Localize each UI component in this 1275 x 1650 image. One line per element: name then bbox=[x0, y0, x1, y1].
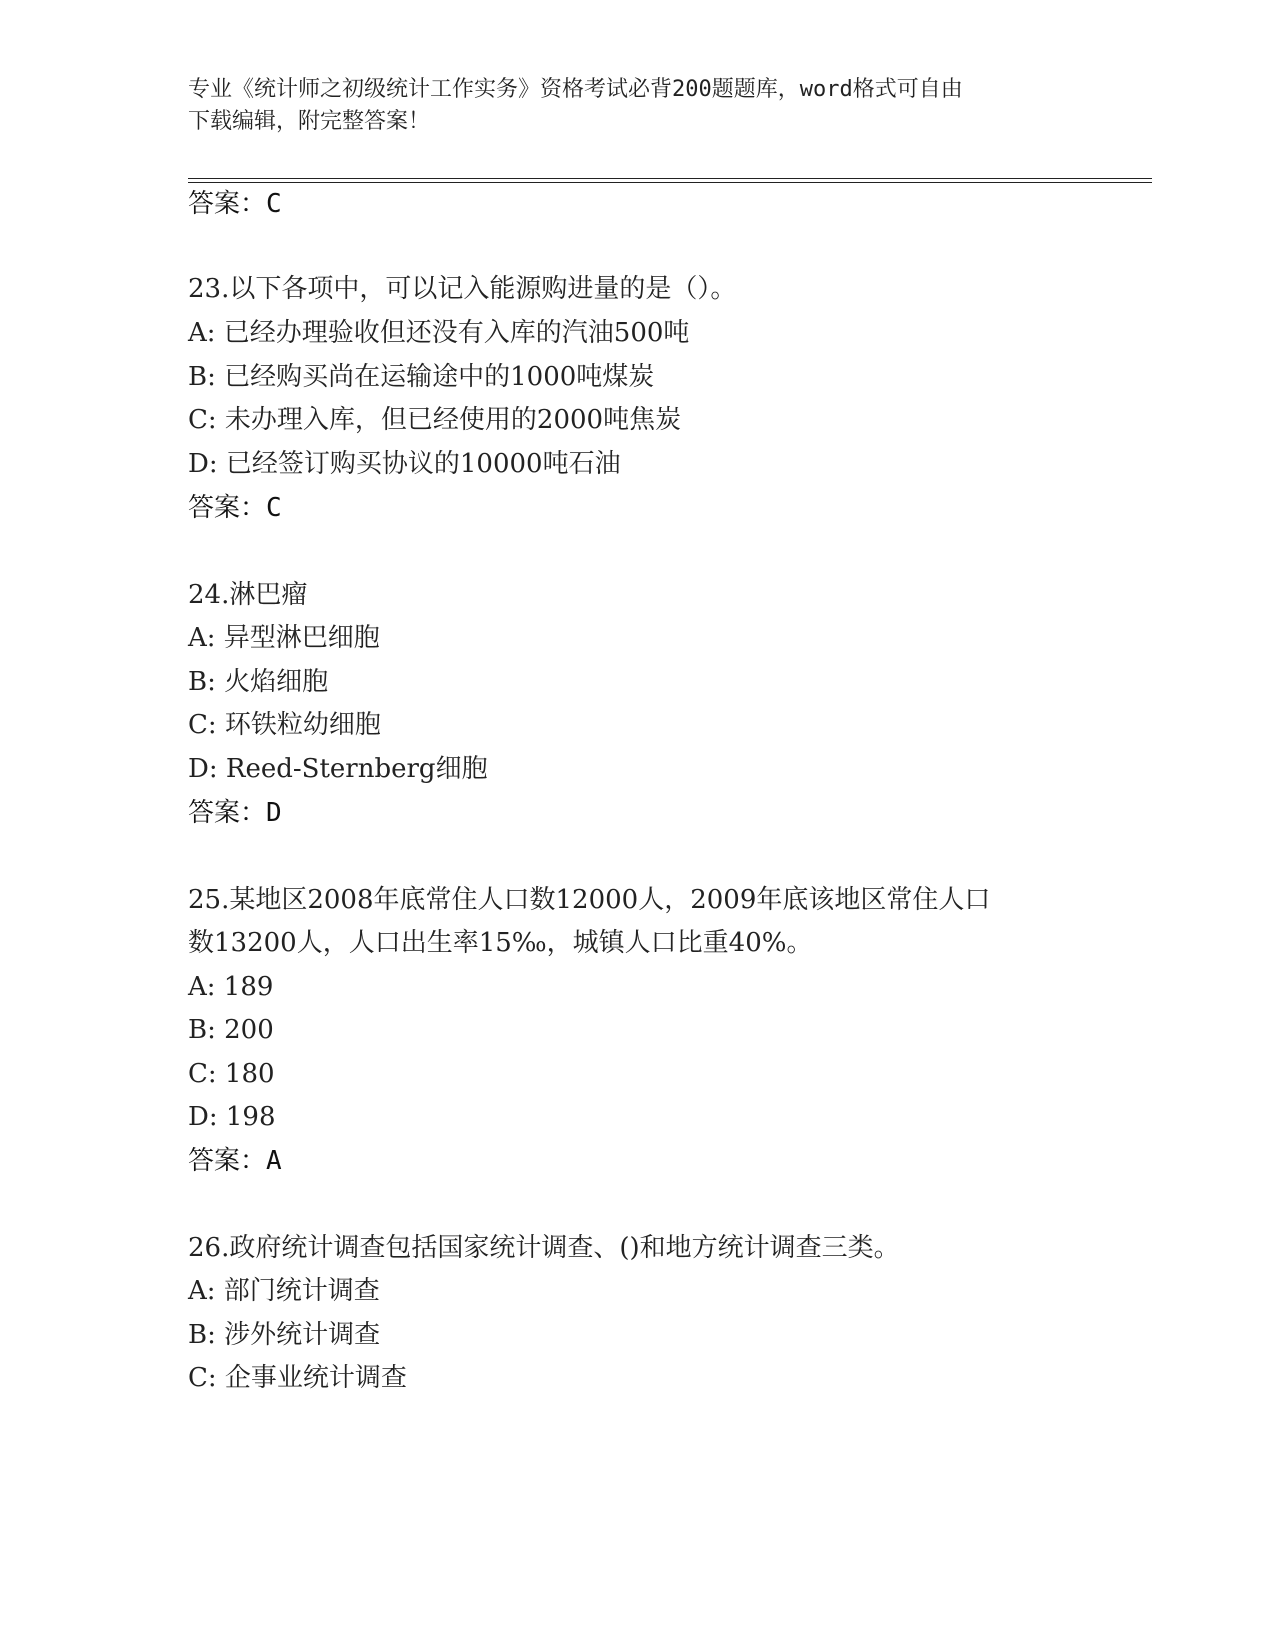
document-header bbox=[188, 74, 1068, 138]
answer-line: 答案：C bbox=[188, 189, 282, 219]
question-23-option-a: A: 已经办理验收但还没有入库的汽油500吨 bbox=[188, 318, 690, 348]
question-25-stem-line-2: 数13200人，人口出生率15‰，城镇人口比重40%。 bbox=[188, 928, 813, 958]
question-23-option-c: C: 未办理入库，但已经使用的2000吨焦炭 bbox=[188, 405, 682, 435]
question-24-option-b: B: 火焰细胞 bbox=[188, 667, 329, 697]
question-25-option-d: D: 198 bbox=[188, 1102, 276, 1132]
question-25-option-c: C: 180 bbox=[188, 1059, 275, 1089]
question-26-option-c: C: 企事业统计调查 bbox=[188, 1363, 407, 1393]
header-line-2: 下载编辑，附完整答案！ bbox=[188, 109, 431, 134]
question-24-option-c: C: 环铁粒幼细胞 bbox=[188, 710, 381, 740]
question-26-option-a: A: 部门统计调查 bbox=[188, 1276, 380, 1306]
question-25-option-b: B: 200 bbox=[188, 1015, 274, 1045]
question-23-answer: 答案：C bbox=[188, 493, 282, 523]
question-26-stem: 26.政府统计调查包括国家统计调查、()和地方统计调查三类。 bbox=[188, 1233, 900, 1263]
question-25-option-a: A: 189 bbox=[188, 972, 274, 1002]
question-23-option-b: B: 已经购买尚在运输途中的1000吨煤炭 bbox=[188, 362, 655, 392]
question-23-option-d: D: 已经签订购买协议的10000吨石油 bbox=[188, 449, 621, 479]
question-24-stem: 24.淋巴瘤 bbox=[188, 580, 308, 610]
header-divider-top bbox=[188, 178, 1152, 179]
header-divider-bottom bbox=[188, 182, 1152, 183]
question-24-answer: 答案：D bbox=[188, 798, 282, 828]
header-line-1: 专业《统计师之初级统计工作实务》资格考试必背200题题库，word格式可自由 bbox=[188, 77, 963, 102]
question-23-stem: 23.以下各项中，可以记入能源购进量的是（）。 bbox=[188, 274, 737, 304]
question-25-answer: 答案：A bbox=[188, 1146, 282, 1176]
question-25-stem-line-1: 25.某地区2008年底常住人口数12000人，2009年底该地区常住人口 bbox=[188, 885, 991, 915]
question-24-option-d: D: Reed-Sternberg细胞 bbox=[188, 754, 488, 784]
question-24-option-a: A: 异型淋巴细胞 bbox=[188, 623, 380, 653]
question-26-option-b: B: 涉外统计调查 bbox=[188, 1320, 381, 1350]
